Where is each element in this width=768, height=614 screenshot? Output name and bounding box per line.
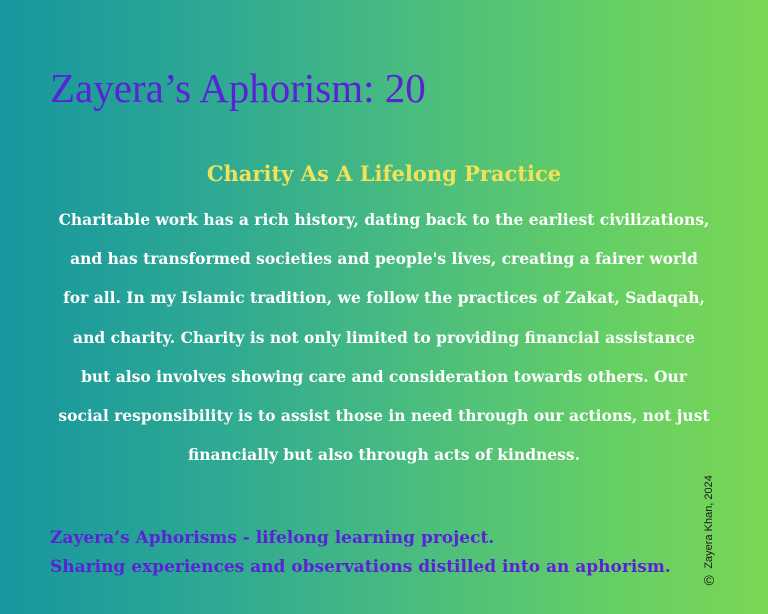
footer-line-description: Sharing experiences and observations distilled into an aphorism.: [50, 557, 671, 577]
copyright-notice: [700, 457, 718, 588]
aphorism-title: Zayera’s Aphorism: 20: [50, 65, 426, 111]
project-footer: [50, 524, 671, 582]
aphorism-body: Charitable work has a rich history, dating back to the earliest civilizations, and has transformed societies and people's lives, creating a fairer world for all. In my Islamic tradition, we follow the practices of Zakat, Sadaqah, and charity. Charity is not only limited to providing financial assistance but also involves showing care and consideration towards others. Our social responsibility is to assist those in need through our actions, not just financially but also through acts of kindness.: [58, 210, 710, 465]
copyright-icon: ©: [703, 571, 715, 588]
copyright-text: Zayera Khan, 2024: [703, 475, 715, 569]
footer-line-project: Zayera’s Aphorisms - lifelong learning project.: [50, 528, 495, 548]
aphorism-subtitle: Charity As A Lifelong Practice: [206, 161, 562, 186]
